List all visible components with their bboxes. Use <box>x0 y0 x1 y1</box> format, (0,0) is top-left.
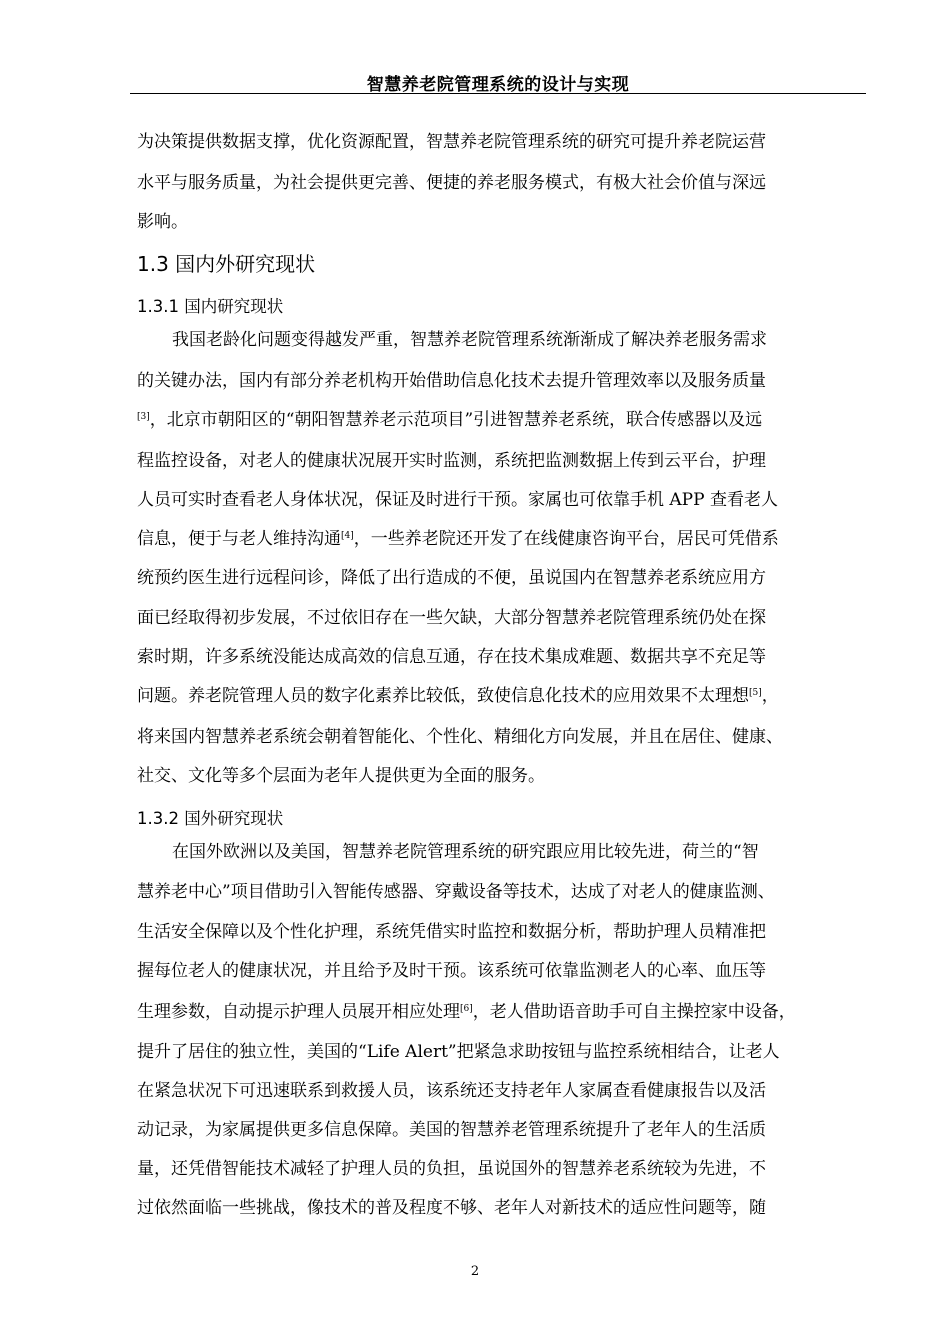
paragraph-line: 握每位老人的健康状况，并且给予及时干预。该系统可依靠监测老人的心率、血压等 <box>137 961 766 981</box>
paragraph-line: 我国老龄化问题变得越发严重，智慧养老院管理系统渐渐成了解决养老服务需求 <box>172 330 767 350</box>
paragraph-line: 统预约医生进行远程问诊，降低了出行造成的不便，虽说国内在智慧养老系统应用方 <box>137 568 766 588</box>
intro-line-3: 影响。 <box>137 212 188 232</box>
paragraph-line <box>137 684 779 708</box>
header-rule <box>130 93 866 94</box>
paragraph-line <box>137 408 762 432</box>
paragraph-line: 在紧急状况下可迅速联系到救援人员，该系统还支持老年人家属查看健康报告以及活 <box>137 1081 766 1101</box>
paragraph-line: 在国外欧洲以及美国，智慧养老院管理系统的研究跟应用比较先进，荷兰的“智 <box>172 842 759 862</box>
citation-ref: [3] <box>137 412 150 422</box>
paragraph-line <box>137 527 779 551</box>
page-number: 2 <box>470 1264 480 1279</box>
paragraph-line: 生活安全保障以及个性化护理，系统凭借实时监控和数据分析，帮助护理人员精准把 <box>137 922 766 942</box>
citation-ref: [6] <box>460 1004 473 1014</box>
paragraph-line: 程监控设备，对老人的健康状况展开实时监测，系统把监测数据上传到云平台，护理 <box>137 451 766 471</box>
paragraph-line: 的关键办法，国内有部分养老机构开始借助信息化技术去提升管理效率以及服务质量 <box>137 371 766 391</box>
paragraph-line: 慧养老中心”项目借助引入智能传感器、穿戴设备等技术，达成了对老人的健康监测、 <box>137 882 775 902</box>
running-header: 智慧养老院管理系统的设计与实现 <box>366 75 630 95</box>
paragraph-line: 人员可实时查看老人身体状况，保证及时进行干预。家属也可依靠手机 APP 查看老人 <box>137 490 778 510</box>
paragraph-line: 过依然面临一些挑战，像技术的普及程度不够、老年人对新技术的适应性问题等，随 <box>137 1198 766 1218</box>
paragraph-line: 提升了居住的独立性，美国的“Life Alert”把紧急求助按钮与监控系统相结合，让老人 <box>137 1042 780 1062</box>
paragraph-line: 将来国内智慧养老系统会朝着智能化、个性化、精细化方向发展，并且在居住、健康、 <box>137 727 783 747</box>
paragraph-text: 生理参数，自动提示护理人员展开相应处理 <box>137 1002 460 1022</box>
paragraph-text: ，一些养老院还开发了在线健康咨询平台，居民可凭借系 <box>353 529 779 549</box>
citation-ref: [5] <box>749 688 762 698</box>
paragraph-text: ， <box>761 686 779 706</box>
paragraph-line: 量，还凭借智能技术减轻了护理人员的负担，虽说国外的智慧养老系统较为先进，不 <box>137 1159 766 1179</box>
citation-ref: [4] <box>341 531 354 541</box>
intro-line-2: 水平与服务质量，为社会提供更完善、便捷的养老服务模式，有极大社会价值与深远 <box>137 173 766 193</box>
paragraph-text: 信息，便于与老人维持沟通 <box>137 529 341 549</box>
paragraph-text: ，老人借助语音助手可自主操控家中设备， <box>472 1002 796 1022</box>
paragraph-line: 索时期，许多系统没能达成高效的信息互通，存在技术集成难题、数据共享不充足等 <box>137 647 766 667</box>
section-heading-1-3-2: 1.3.2 国外研究现状 <box>137 809 284 828</box>
paragraph-line: 面已经取得初步发展，不过依旧存在一些欠缺，大部分智慧养老院管理系统仍处在探 <box>137 608 766 628</box>
paragraph-line <box>137 1000 796 1024</box>
section-heading-1-3: 1.3 国内外研究现状 <box>137 252 316 276</box>
paragraph-text: ，北京市朝阳区的“朝阳智慧养老示范项目”引进智慧养老系统，联合传感器以及远 <box>149 410 763 430</box>
section-heading-1-3-1: 1.3.1 国内研究现状 <box>137 297 284 316</box>
paragraph-text: 问题。养老院管理人员的数字化素养比较低，致使信息化技术的应用效果不太理想 <box>137 686 749 706</box>
paragraph-line: 动记录，为家属提供更多信息保障。美国的智慧养老管理系统提升了老年人的生活质 <box>137 1120 766 1140</box>
paragraph-line: 社交、文化等多个层面为老年人提供更为全面的服务。 <box>137 766 545 786</box>
intro-line-1: 为决策提供数据支撑，优化资源配置，智慧养老院管理系统的研究可提升养老院运营 <box>137 132 766 152</box>
